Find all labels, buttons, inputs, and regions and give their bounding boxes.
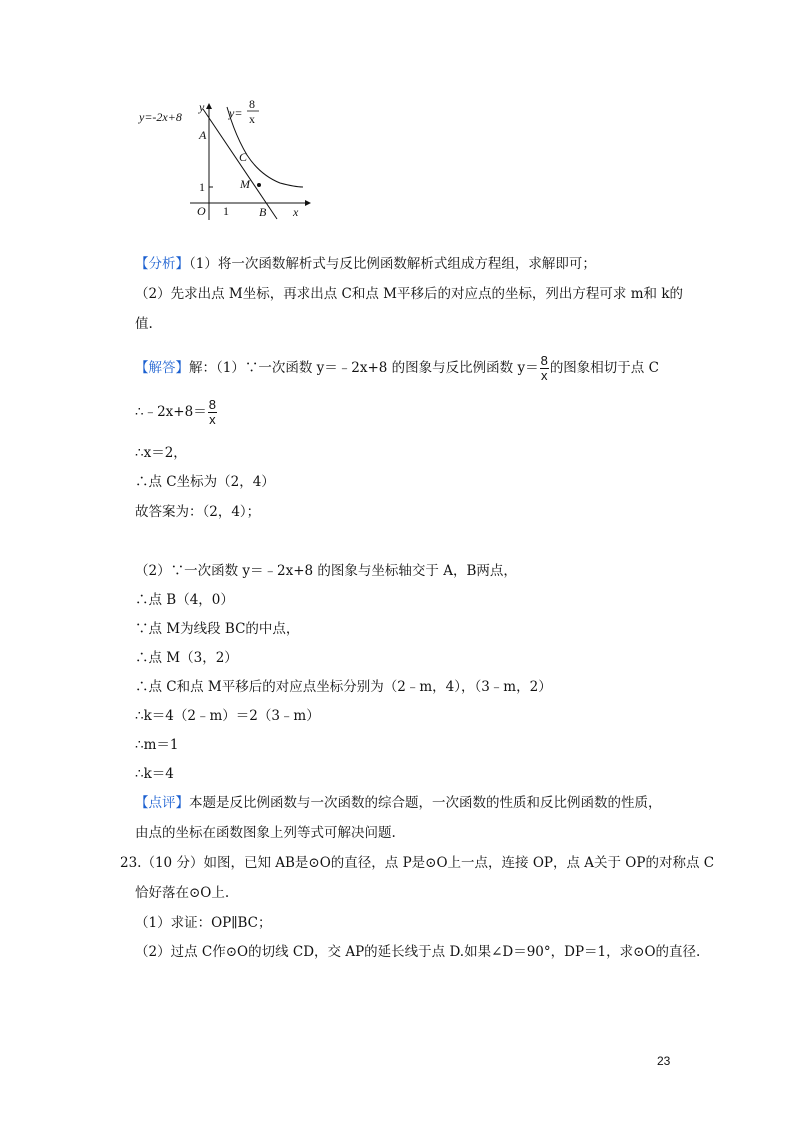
solution-line-4: ∴点 C坐标为（2，4） [135, 474, 275, 490]
q23-line-1: 23.（10 分）如图，已知 AB是⊙O的直径，点 P是⊙O上一点，连接 OP，点 A关于 OP的对称点 C [120, 855, 715, 871]
analysis-line-1: 【分析】（1）将一次函数解析式与反比例函数解析式组成方程组，求解即可； [135, 256, 596, 272]
point-b-label: B [259, 205, 267, 219]
analysis-tag: 【分析】 [135, 256, 189, 272]
y-axis-arrow [206, 103, 212, 109]
point-m-dot [257, 183, 261, 187]
part2-line-4: ∴点 M（3，2） [135, 650, 238, 666]
q23-line-4: （2）过点 C作⊙O的切线 CD，交 AP的延长线于点 D.如果∠D＝90°，DP＝1，求⊙O的直径. [135, 944, 701, 960]
solution-tag: 【解答】 [135, 360, 189, 376]
part2-line-7: ∴m＝1 [135, 737, 179, 753]
q23-line-3: （1）求证：OP∥BC； [135, 915, 272, 931]
function-graph-figure [135, 95, 315, 225]
part2-line-2: ∴点 B（4，0） [135, 592, 234, 608]
origin-label: O [197, 204, 206, 218]
part2-line-8: ∴k＝4 [135, 766, 174, 782]
part2-line-1: （2）∵一次函数 y＝﹣2x+8 的图象与坐标轴交于 A，B两点， [135, 563, 517, 579]
hyperbola-label-den: x [249, 112, 255, 126]
comment-tag: 【点评】 [135, 795, 189, 811]
x-axis-arrow [305, 200, 311, 206]
part2-line-3: ∵点 M为线段 BC的中点， [135, 621, 300, 637]
y-tick-label: 1 [199, 180, 205, 194]
comment-line-2: 由点的坐标在函数图象上列等式可解决问题. [135, 825, 396, 841]
page-number: 23 [657, 1054, 671, 1068]
part2-line-5: ∴点 C和点 M平移后的对应点坐标分别为（2﹣m，4），（3﹣m，2） [135, 679, 552, 695]
fraction-8-over-x: $\frac{8}{x}$ [540, 353, 548, 383]
x-axis-label: x [293, 205, 299, 219]
solution-line-5: 故答案为：（2，4）； [135, 504, 261, 520]
solution-line-1: 【解答】解：（1）∵一次函数 y＝﹣2x+8 的图象与反比例函数 y＝ $\frac{8}{x}$ 的图象相切于点 C [135, 353, 659, 383]
point-a-label: A [199, 128, 207, 142]
x-tick-label: 1 [223, 204, 229, 218]
fraction-8-over-x: $\frac{8}{x}$ [208, 397, 216, 427]
hyperbola-label-y: y= [229, 106, 243, 120]
analysis-line-3: 值. [135, 316, 153, 332]
hyperbola-label-num: 8 [249, 97, 255, 111]
point-c-label: C [239, 150, 248, 164]
solution-line-3: ∴x＝2， [135, 445, 187, 461]
part2-line-6: ∴k＝4（2﹣m）＝2（3﹣m） [135, 708, 320, 724]
analysis-line-2: （2）先求出点 M坐标，再求出点 C和点 M平移后的对应点的坐标，列出方程可求 m和 k的 [135, 286, 684, 302]
solution-line-2: ∴﹣2x+8＝ $\frac{8}{x}$ [135, 397, 216, 427]
comment-line-1: 【点评】本题是反比例函数与一次函数的综合题，一次函数的性质和反比例函数的性质， [135, 795, 662, 811]
line-label: y=-2x+8 [139, 110, 182, 124]
y-axis-label: y [199, 100, 205, 114]
point-m-label: M [240, 177, 250, 191]
q23-line-2: 恰好落在⊙O上. [135, 885, 230, 901]
